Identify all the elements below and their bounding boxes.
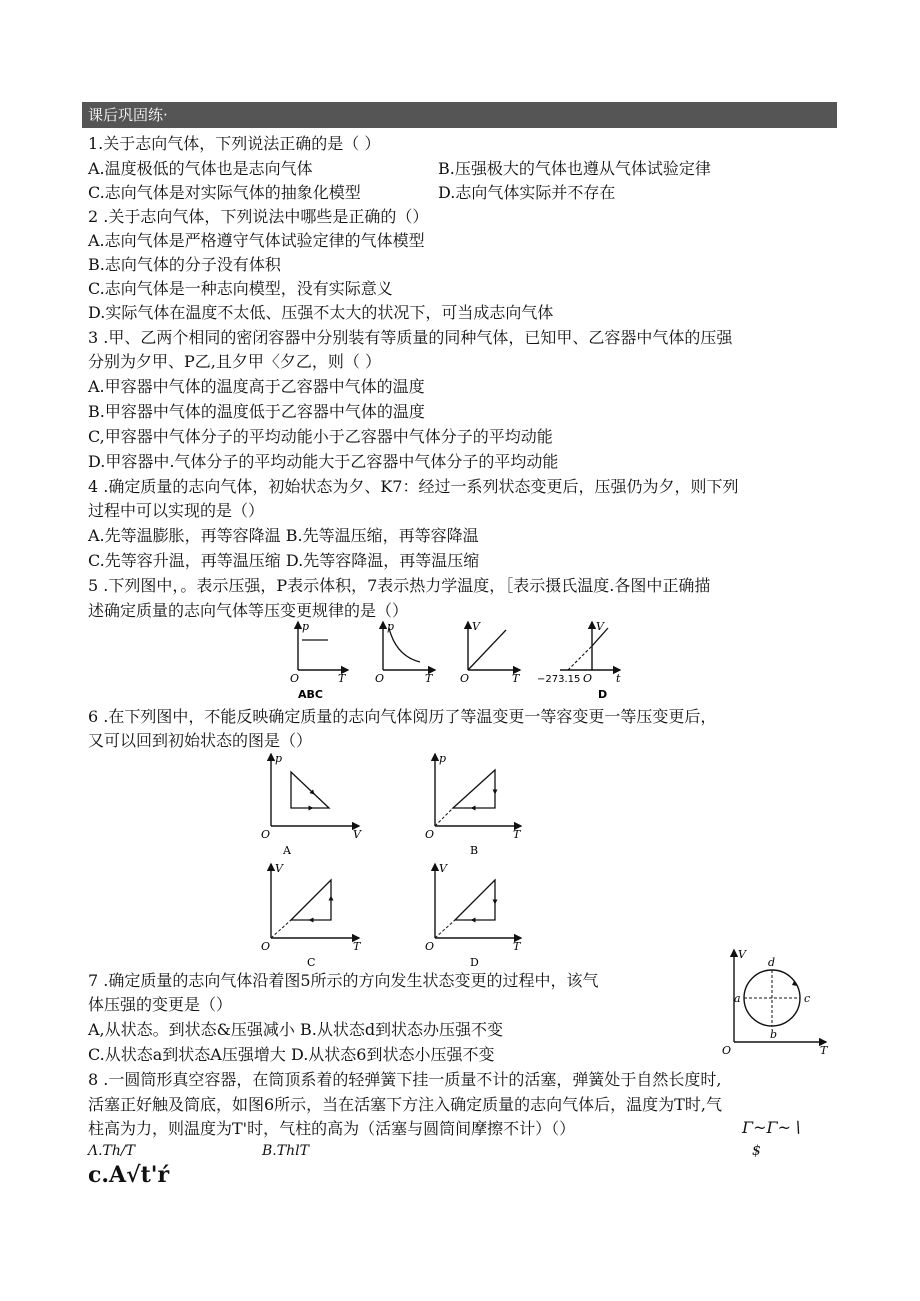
q5d-tick-label: −273.15 <box>537 674 581 685</box>
q3-option-a: A.甲容器中气体的温度高于乙容器中气体的温度 <box>88 377 425 396</box>
q6d-origin: O <box>425 940 435 953</box>
q5a-p-label: p <box>302 620 310 633</box>
q6-stem-line2: 又可以回到初始状态的图是（） <box>88 731 313 750</box>
q8-option-a: Λ.Th/T <box>88 1143 135 1159</box>
q7-figure <box>712 946 832 1058</box>
q6d-v-label: V <box>439 862 447 875</box>
q8-stem-line1: 8 .一圆筒形真空容器，在筒顶系着的轻弹簧下挂一质量不计的活塞，弹簧处于自然长度时, <box>88 1070 722 1089</box>
q2-option-d: D.实际气体在温度不太低、压强不太大的状况下，可当成志向气体 <box>88 303 554 322</box>
q6b-origin: O <box>425 828 435 841</box>
q2-option-b: B.志向气体的分子没有体积 <box>88 255 281 274</box>
q7-t-label: T <box>820 1044 828 1057</box>
q8-option-c: c.A√t'ŕ <box>88 1162 170 1188</box>
q1-option-b: B.压强极大的气体也遵从气体试验定律 <box>438 159 711 178</box>
q7-origin: O <box>722 1044 732 1057</box>
q6-graph-d <box>425 862 522 969</box>
q1-option-c: C.志向气体是对实际气体的抽象化模型 <box>88 183 361 202</box>
q2-option-a: A.志向气体是严格遵守气体试验定律的气体模型 <box>88 231 425 250</box>
q5a-origin: O <box>290 672 300 685</box>
q2-option-c: C.志向气体是一种志向模型，没有实际意义 <box>88 279 393 298</box>
q5d-v-label: V <box>596 620 604 633</box>
q3-stem-line1: 3 .甲、乙两个相同的密闭容器中分别装有等质量的同种气体，已知甲、乙容器中气体的压强 <box>88 328 733 347</box>
q6-label-c: C <box>307 956 316 969</box>
q6-label-a: A <box>283 844 291 857</box>
q5d-origin: O <box>583 672 593 685</box>
q8-option-b: B.ThlT <box>262 1143 309 1159</box>
q5-graph-c <box>460 620 521 685</box>
q6a-v-label: V <box>353 828 361 841</box>
q5-label-abc: ABC <box>298 688 323 701</box>
q7-point-b: b <box>770 1028 778 1041</box>
q8-stem-line3: 柱高为力，则温度为T'时，气柱的高为（活塞与圆筒间摩擦不计）（） <box>88 1119 576 1138</box>
q6c-v-label: V <box>275 862 283 875</box>
q6-figures <box>255 752 535 970</box>
q6b-t-label: T <box>513 828 521 841</box>
q5-label-d: D <box>598 688 608 701</box>
q6-label-b: B <box>470 844 479 857</box>
q5-graph-d <box>537 620 621 685</box>
q7-stem-line1: 7 .确定质量的志向气体沿着图5所示的方向发生状态变更的过程中，该气 <box>88 971 599 990</box>
q6c-origin: O <box>261 940 271 953</box>
q6a-p-label: p <box>275 752 283 765</box>
q1-stem: 1.关于志向气体，下列说法正确的是（ ） <box>88 134 381 153</box>
q7-stem-line2: 体压强的变更是（） <box>88 995 233 1014</box>
q6d-t-label: T <box>513 940 521 953</box>
q7-point-c: c <box>804 992 811 1005</box>
q6a-origin: O <box>261 828 271 841</box>
q5c-t-label: T <box>512 672 520 685</box>
q1-option-a: A.温度极低的气体也是志向气体 <box>88 159 313 178</box>
q8-stem-line2: 活塞正好触及筒底，如图6所示，当在活塞下方注入确定质量的志向气体后，温度为T时,气 <box>88 1095 722 1114</box>
q5c-v-label: V <box>472 620 480 633</box>
q5d-t-label: t <box>616 672 621 685</box>
q5-stem-line2: 述确定质量的志向气体等压变更规律的是（） <box>88 601 409 620</box>
q6-graph-a <box>261 752 362 857</box>
q3-option-d: D.甲容器中.气体分子的平均动能大于乙容器中气体分子的平均动能 <box>88 452 559 471</box>
q5-stem-line1: 5 .下列图中，。表示压强，P表示体积，7表示热力学温度，［表示摄氏温度.各图中正确描 <box>88 576 711 595</box>
q5b-p-label: p <box>387 620 395 633</box>
q5-graph-a <box>290 620 348 685</box>
q7-v-label: V <box>738 948 746 961</box>
q7-options-ab: A,从状态。到状态&压强减小 B.从状态d到状态办压强不变 <box>88 1020 504 1039</box>
q2-stem: 2 .关于志向气体，下列说法中哪些是正确的（） <box>88 207 429 226</box>
q5-graph-b <box>375 620 435 685</box>
section-header: 课后巩固练· <box>82 102 837 128</box>
q5b-origin: O <box>375 672 385 685</box>
q6c-t-label: T <box>353 940 361 953</box>
q8-side-note: Γ~Γ~∖ <box>742 1118 802 1137</box>
q4-options-ab: A.先等温膨胀，再等容降温 B.先等温压缩，再等容降温 <box>88 526 479 545</box>
q1-option-d: D.志向气体实际并不存在 <box>438 183 616 202</box>
q6-stem-line1: 6 .在下列图中，不能反映确定质量的志向气体阅历了等温变更一等容变更一等压变更后， <box>88 707 717 726</box>
q6b-p-label: p <box>439 752 447 765</box>
q4-stem-line2: 过程中可以实现的是（） <box>88 501 265 520</box>
q5a-t-label: T <box>338 672 346 685</box>
q6-graph-b <box>425 752 522 857</box>
q3-option-c: C,甲容器中气体分子的平均动能小于乙容器中气体分子的平均动能 <box>88 427 553 446</box>
q6-graph-c <box>261 862 362 969</box>
q7-point-a: a <box>734 992 741 1005</box>
q5-figures <box>280 618 650 702</box>
q4-stem-line1: 4 .确定质量的志向气体，初始状态为夕、K7：经过一系列状态变更后，压强仍为夕，则下列 <box>88 477 739 496</box>
q8-dollar-mark: $ <box>752 1143 761 1159</box>
q3-option-b: B.甲容器中气体的温度低于乙容器中气体的温度 <box>88 402 425 421</box>
q6-label-d: D <box>470 956 479 969</box>
q5c-origin: O <box>460 672 470 685</box>
q7-options-cd: C.从状态a到状态A压强增大 D.从状态6到状态小压强不变 <box>88 1045 495 1064</box>
q4-options-cd: C.先等容升温，再等温压缩 D.先等容降温，再等温压缩 <box>88 551 480 570</box>
q5b-t-label: T <box>425 672 433 685</box>
q7-point-d: d <box>768 956 776 969</box>
q3-stem-line2: 分别为夕甲、P乙,且夕甲〈夕乙，则（ ） <box>88 352 381 371</box>
